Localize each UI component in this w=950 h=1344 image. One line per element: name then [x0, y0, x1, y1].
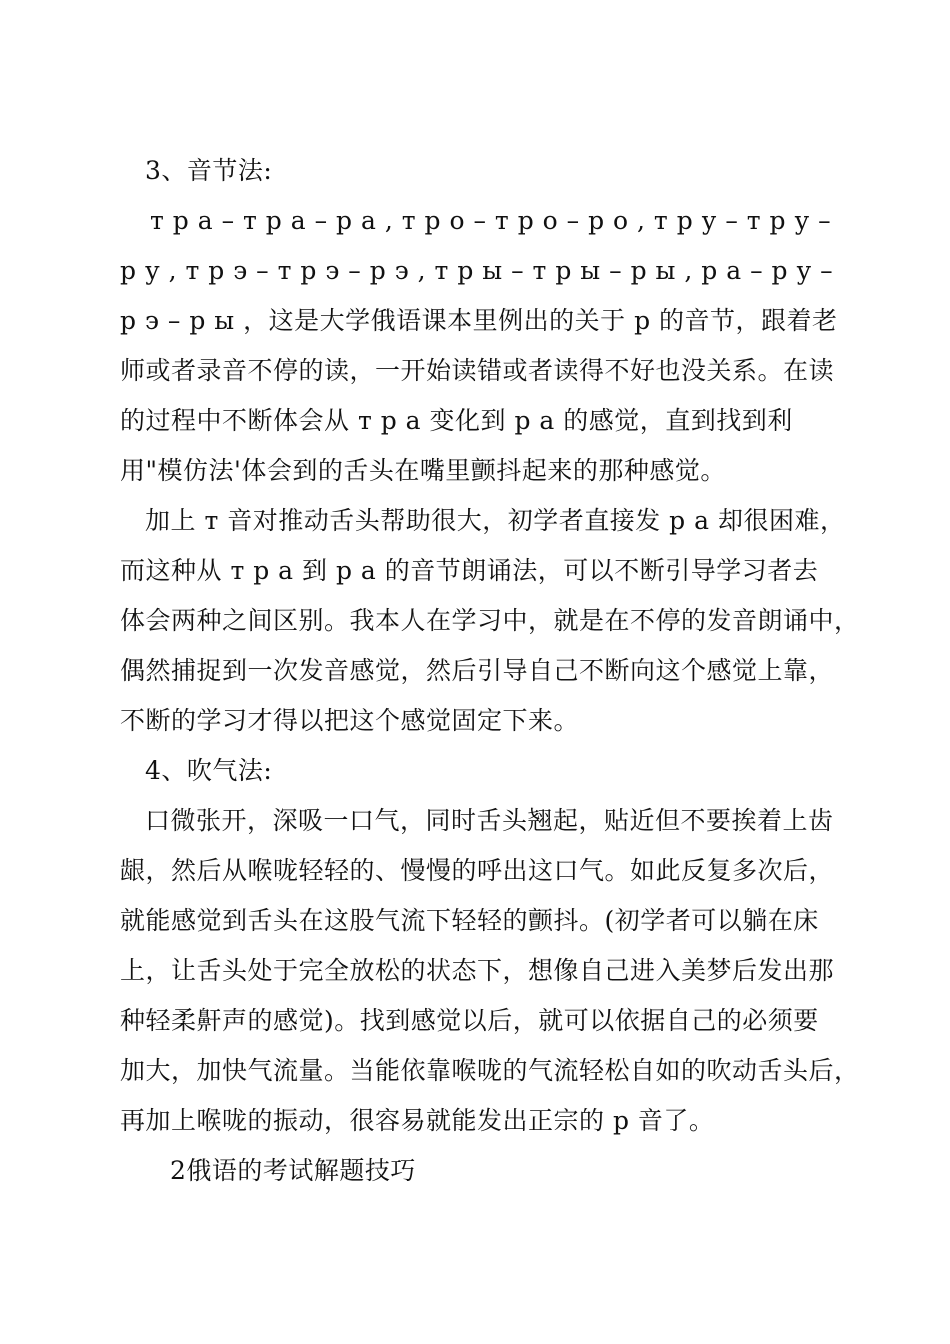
paragraph-line: 而这种从 т р а 到 р а 的音节朗诵法，可以不断引导学习者去 — [120, 556, 819, 585]
paragraph-line: 师或者录音不停的读，一开始读错或者读得不好也没关系。在读 — [120, 356, 835, 385]
paragraph-line: 用"模仿法'体会到的舌头在嘴里颤抖起来的那种感觉。 — [120, 456, 726, 485]
paragraph-line: 上，让舌头处于完全放松的状态下，想像自己进入美梦后发出那 — [120, 956, 835, 985]
paragraph-line: 加上 т 音对推动舌头帮助很大，初学者直接发 р а 却很困难， — [145, 506, 846, 535]
section-title: 2俄语的考试解题技巧 — [170, 1156, 416, 1185]
paragraph-line: 口微张开，深吸一口气，同时舌头翘起，贴近但不要挨着上齿 — [145, 806, 834, 835]
paragraph-line: 体会两种之间区别。我本人在学习中，就是在不停的发音朗诵中， — [120, 606, 860, 635]
paragraph-line: 不断的学习才得以把这个感觉固定下来。 — [120, 706, 580, 735]
syllable-line-1: т р а – т р а – р а , т р о – т р о – р о , т р у – т р у – — [150, 206, 832, 235]
syllable-line-2: р у , т р э – т р э – р э , т р ы – т р ы – р ы , р а – р у – — [120, 256, 834, 285]
paragraph-line: 就能感觉到舌头在这股气流下轻轻的颤抖。(初学者可以躺在床 — [120, 906, 819, 935]
paragraph-line: р э – р ы ，这是大学俄语课本里例出的关于 р 的音节，跟着老 — [120, 306, 838, 335]
paragraph-line: 种轻柔鼾声的感觉)。找到感觉以后，就可以依据自己的必须要 — [120, 1006, 819, 1035]
section-3-heading: 3、音节法: — [145, 156, 273, 185]
paragraph-line: 的过程中不断体会从 т р а 变化到 р а 的感觉，直到找到利 — [120, 406, 793, 435]
paragraph-line: 加大，加快气流量。当能依靠喉咙的气流轻松自如的吹动舌头后， — [120, 1056, 860, 1085]
paragraph-line: 偶然捕捉到一次发音感觉，然后引导自己不断向这个感觉上靠， — [120, 656, 835, 685]
paragraph-line: 龈，然后从喉咙轻轻的、慢慢的呼出这口气。如此反复多次后， — [120, 856, 835, 885]
section-4-heading: 4、吹气法: — [145, 756, 273, 785]
paragraph-line: 再加上喉咙的振动，很容易就能发出正宗的 р 音了。 — [120, 1106, 715, 1135]
